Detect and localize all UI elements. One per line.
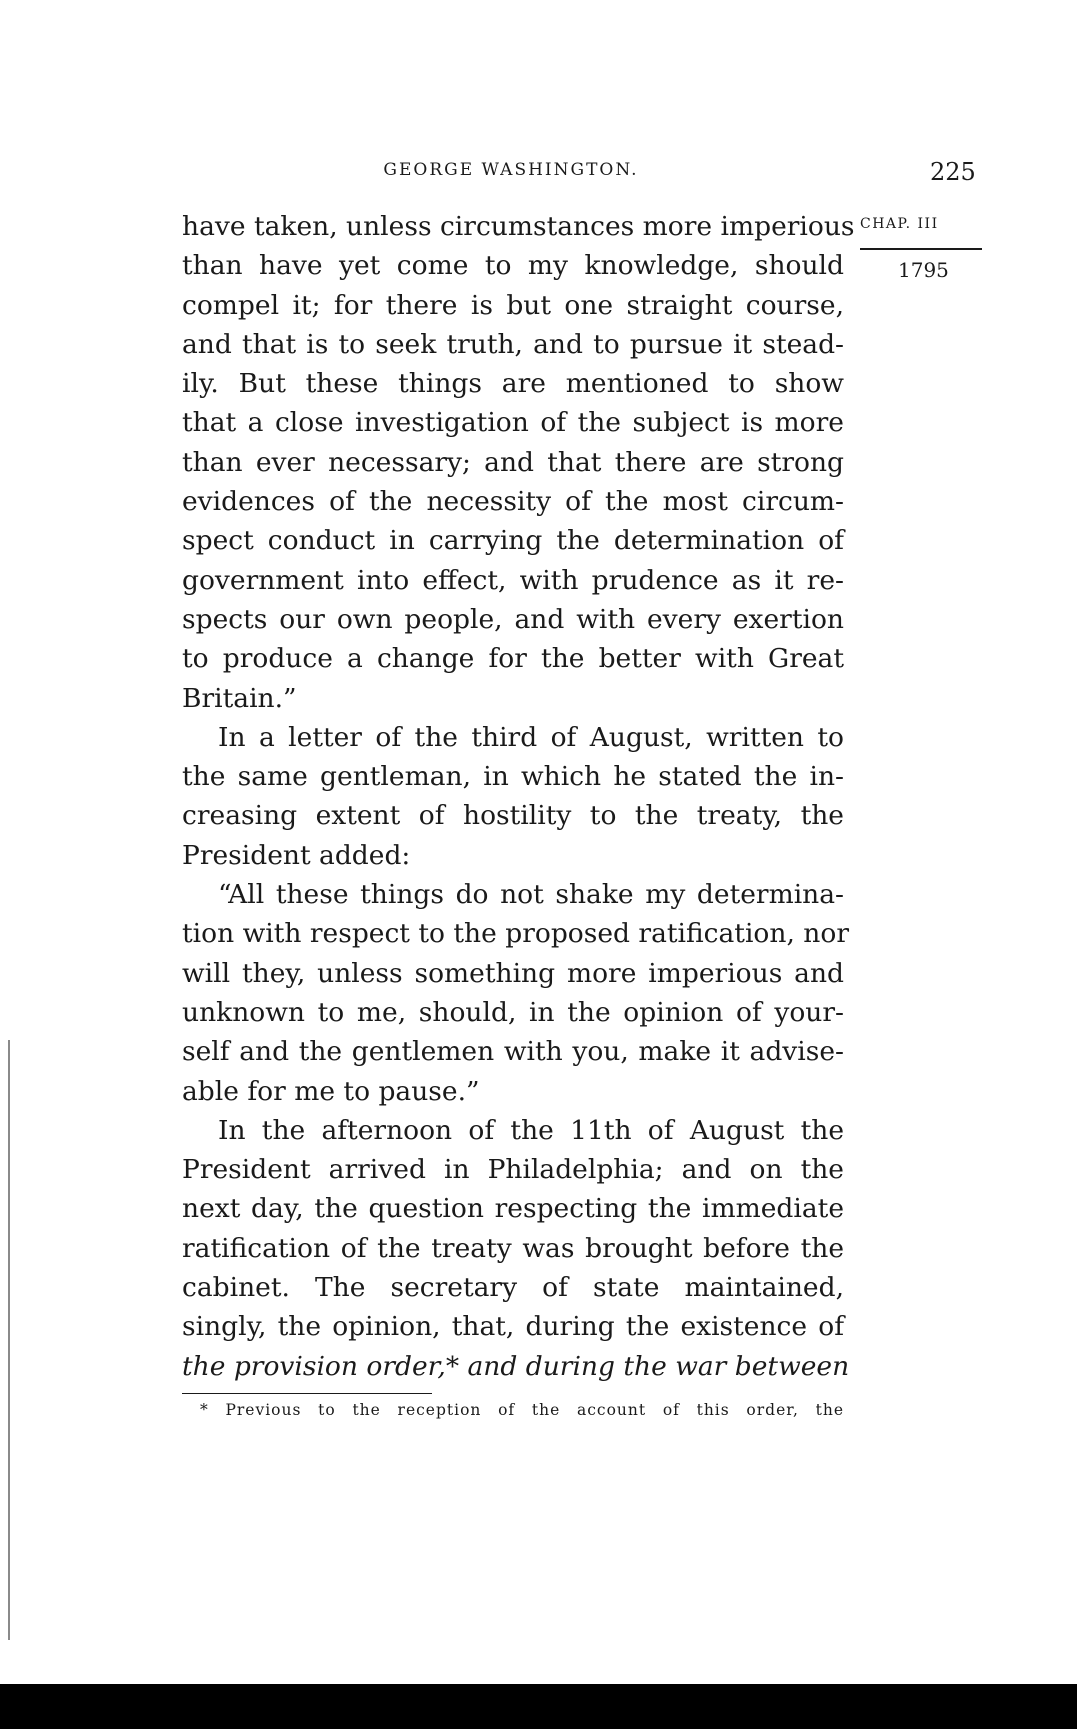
text-line: singly, the opinion, that, during the existence of bbox=[182, 1311, 844, 1343]
scan-bottom-edge bbox=[0, 1684, 1077, 1729]
text-line: creasing extent of hostility to the treaty, the bbox=[182, 800, 844, 832]
text-line: spects our own people, and with every exertion bbox=[182, 603, 844, 635]
text-line: compel it; for there is but one straight course, bbox=[182, 289, 844, 321]
text-line: government into effect, with prudence as it re- bbox=[182, 564, 844, 596]
footnote: * Previous to the reception of the account of this order, the bbox=[200, 1401, 844, 1419]
text-line: In the afternoon of the 11th of August the bbox=[218, 1114, 844, 1146]
text-line: President added: bbox=[182, 839, 411, 871]
page-number: 225 bbox=[930, 158, 976, 186]
running-head: GEORGE WASHINGTON. bbox=[383, 160, 639, 180]
text-line: the same gentleman, in which he stated the in- bbox=[182, 761, 844, 793]
text-line: “All these things do not shake my determina- bbox=[218, 879, 844, 911]
text-line: cabinet. The secretary of state maintained, bbox=[182, 1272, 844, 1304]
text-line: ratification of the treaty was brought before the bbox=[182, 1232, 844, 1264]
scan-gutter-edge bbox=[8, 1040, 10, 1640]
text-line: unknown to me, should, in the opinion of your- bbox=[182, 996, 844, 1028]
text-line: and that is to seek truth, and to pursue it stead- bbox=[182, 328, 844, 360]
text-line: tion with respect to the proposed ratification, nor bbox=[182, 918, 849, 950]
text-line: that a close investigation of the subject is more bbox=[182, 407, 844, 439]
margin-rule bbox=[860, 248, 982, 250]
text-line: next day, the question respecting the immediate bbox=[182, 1193, 844, 1225]
text-line: have taken, unless circumstances more imperious bbox=[182, 211, 855, 242]
text-line: able for me to pause.” bbox=[182, 1075, 480, 1107]
body-text bbox=[182, 207, 855, 1386]
text-line: spect conduct in carrying the determination of bbox=[182, 525, 844, 557]
text-line: than ever necessary; and that there are strong bbox=[182, 446, 844, 478]
text-line: President arrived in Philadelphia; and on the bbox=[182, 1154, 844, 1186]
text-line: will they, unless something more imperious and bbox=[182, 957, 844, 989]
text-line: self and the gentlemen with you, make it advise- bbox=[182, 1036, 844, 1068]
text-line: the provision order,* and during the war between bbox=[182, 1350, 850, 1382]
text-line: to produce a change for the better with Great bbox=[182, 643, 844, 675]
margin-chapter-label: CHAP. III bbox=[860, 216, 939, 232]
text-line: evidences of the necessity of the most circum- bbox=[182, 486, 844, 518]
footnote-rule bbox=[182, 1393, 432, 1394]
margin-year: 1795 bbox=[898, 258, 949, 282]
text-line: In a letter of the third of August, written to bbox=[218, 721, 844, 753]
text-line: than have yet come to my knowledge, should bbox=[182, 250, 844, 282]
text-line: Britain.” bbox=[182, 682, 297, 714]
text-line: ily. But these things are mentioned to show bbox=[182, 368, 844, 400]
